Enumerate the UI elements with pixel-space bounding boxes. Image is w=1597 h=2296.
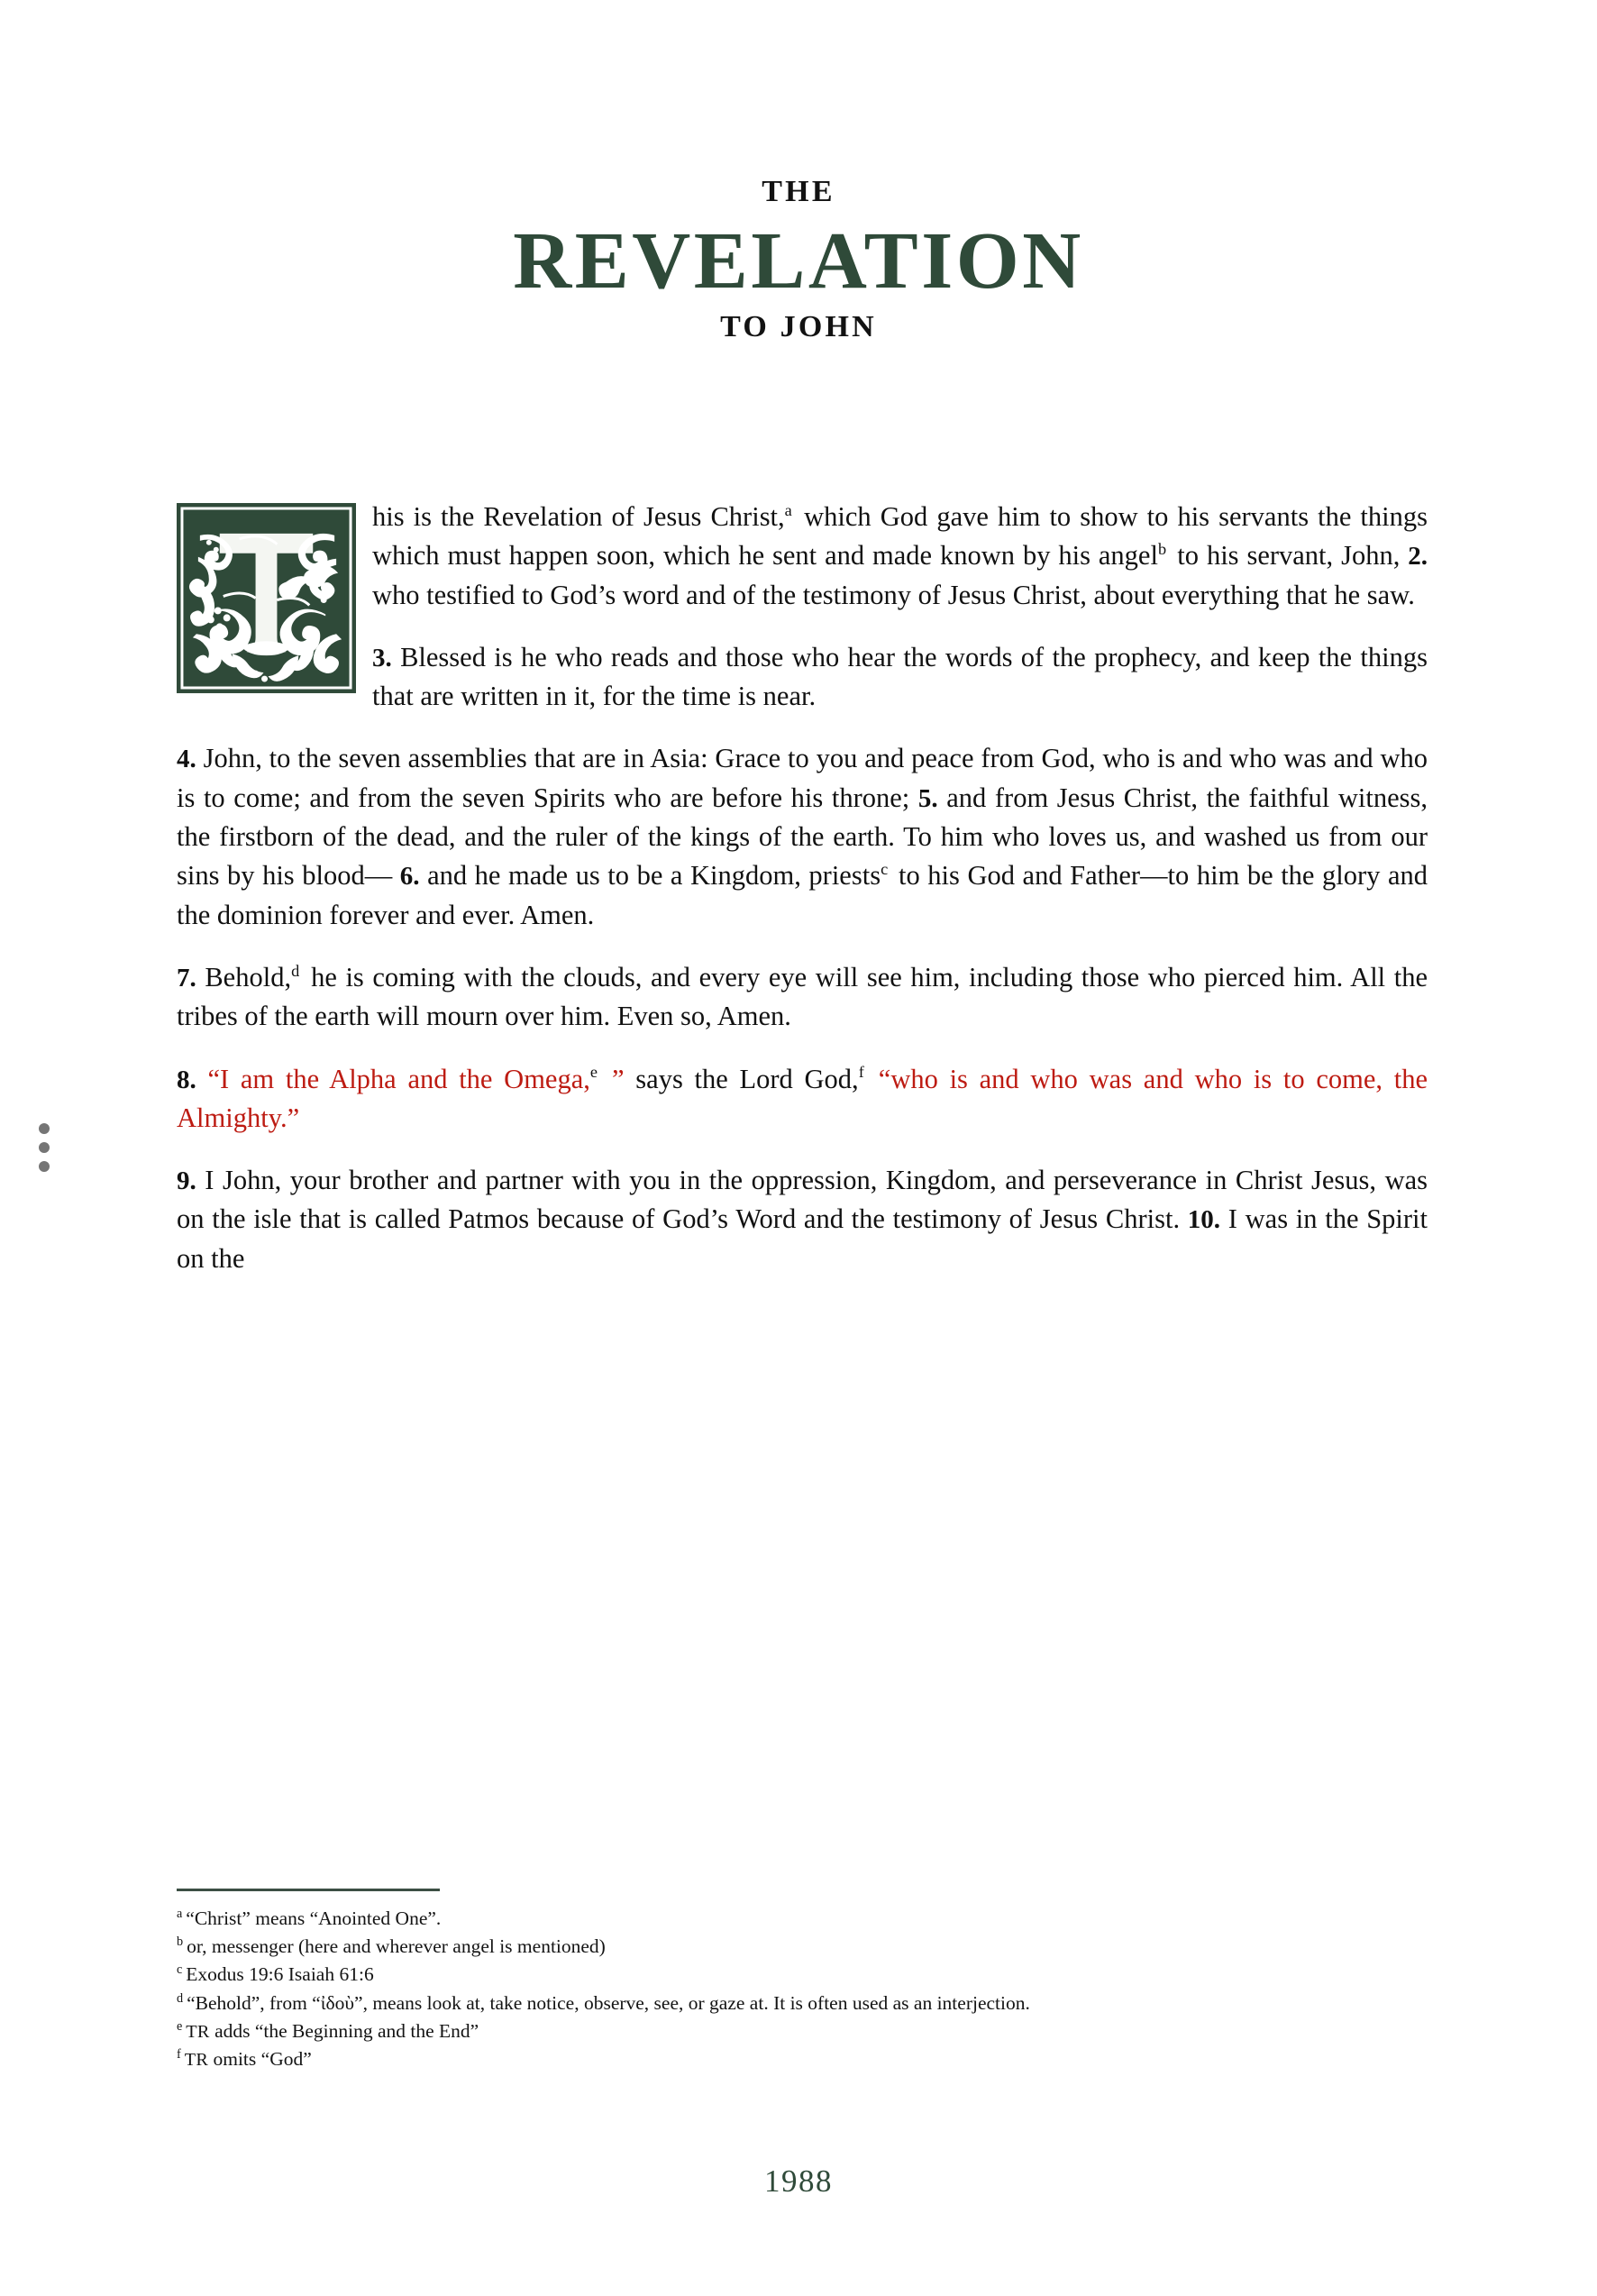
verse-number-6: 6.: [399, 862, 420, 892]
footnote-separator-rule: [177, 1889, 440, 1891]
verse-number-3: 3.: [372, 643, 392, 672]
footnote-marker-f[interactable]: f: [858, 1063, 864, 1082]
verse-paragraph-7: [177, 958, 1428, 1037]
verse-7-text-b: he is coming with the clouds, and every eye will see him, including those who pierced him. All the tribes of the earth will mourn over him. Even so, Amen.: [177, 961, 1428, 1032]
verse-6-text-b: to his God and Father—to him be the glory and the dominion forever and ever. Amen.: [177, 860, 1428, 930]
verse-8-red-text-2: ”: [600, 1063, 625, 1094]
verse-9-text: I John, your brother and partner with you in the oppression, Kingdom, and perseverance in Christ Jesus, was on the isle that is called Patmos because of God’s Word and the testimony of Jesus Christ.: [177, 1165, 1428, 1235]
page-title: REVELATION: [513, 216, 1084, 306]
heading-pre-title: THE: [762, 175, 835, 208]
footnote-marker-c[interactable]: c: [881, 860, 889, 879]
footnote-text-d: “Behold”, from “ἰδοὺ”, means look at, take notice, observe, see, or gaze at. It is often used as an interjection.: [187, 1991, 1030, 2014]
margin-dot-3: [39, 1161, 50, 1172]
footnotes-section: [177, 1889, 1428, 2075]
verse-8-red-text-3: “who is and who was and who is to come, the Almighty.”: [177, 1063, 1428, 1133]
footnote-marker-e[interactable]: e: [589, 1063, 598, 1082]
illuminated-initial-t-icon: [177, 503, 356, 693]
footnote-smallcaps-f: TR: [184, 2050, 209, 2071]
verse-number-10: 10.: [1187, 1205, 1221, 1235]
text-column: [177, 498, 1428, 1278]
verse-6-text-a: and he made us to be a Kingdom, priests: [419, 860, 881, 892]
footnote-marker-d[interactable]: d: [291, 961, 300, 980]
footnote-text-e: adds “the Beginning and the End”: [209, 2019, 479, 2042]
page-number: 1988: [764, 2163, 833, 2199]
verse-1-text-c: to his servant, John,: [1169, 540, 1409, 572]
footnote-item-d: [177, 1990, 1428, 2017]
verse-paragraph-1: [177, 498, 1428, 615]
verse-8-red-text-1: “I am the Alpha and the Omega,: [196, 1063, 590, 1094]
verse-paragraph-8: [177, 1060, 1428, 1139]
verse-number-7: 7.: [177, 963, 196, 992]
footnote-item-a: [177, 1906, 1428, 1932]
margin-options-handle[interactable]: [36, 1123, 52, 1172]
footnote-text-f: omits “God”: [208, 2048, 312, 2071]
verse-2-text: who testified to God’s word and of the testimony of Jesus Christ, about everything that he saw.: [372, 579, 1415, 610]
verse-paragraph-3: [177, 638, 1428, 717]
margin-dot-2: [39, 1142, 50, 1153]
heading-sub-title: TO JOHN: [720, 309, 877, 343]
footnote-item-f: [177, 2046, 1428, 2072]
verse-paragraph-9: [177, 1161, 1428, 1278]
verse-10-text: I was in the Spirit on the: [177, 1203, 1428, 1274]
footnote-text-b: or, messenger (here and wherever angel is mentioned): [187, 1935, 606, 1958]
verse-5-text: and from Jesus Christ, the faithful witness, the firstborn of the dead, and the ruler of the kings of the earth. To him who loves us, and washed us from our sins by his blood—: [177, 782, 1428, 892]
verse-number-4: 4.: [177, 745, 196, 774]
verse-number-8: 8.: [177, 1065, 196, 1094]
footnote-ref-d: d: [177, 1990, 184, 2006]
verse-7-text-a: Behold,: [196, 961, 292, 992]
footnote-ref-e: e: [177, 2018, 183, 2034]
footnote-smallcaps-e: TR: [186, 2021, 210, 2042]
footnote-marker-a[interactable]: a: [784, 500, 792, 519]
verse-paragraph-4: [177, 739, 1428, 934]
verse-1-text-b: which God gave him to show to his servants the things which must happen soon, which he sent and made known by his angel: [372, 501, 1428, 572]
book-heading: [0, 177, 1597, 343]
footnote-item-e: [177, 2018, 1428, 2044]
margin-dot-1: [39, 1123, 50, 1134]
footnote-text-c: Exodus 19:6 Isaiah 61:6: [186, 1963, 374, 1986]
verse-4-text: John, to the seven assemblies that are in Asia: Grace to you and peace from God, who is and who was and who is to come; and from the seven Spirits who are before his throne;: [177, 743, 1428, 813]
verse-number-5: 5.: [917, 783, 938, 813]
verse-1-text-a: his is the Revelation of Jesus Christ,: [372, 501, 785, 532]
footnote-ref-f: f: [177, 2047, 181, 2063]
footnote-text-a: “Christ” means “Anointed One”.: [186, 1907, 442, 1929]
footnote-ref-b: b: [177, 1935, 184, 1950]
verse-8-black-text: says the Lord God,: [624, 1063, 859, 1094]
verse-number-9: 9.: [177, 1166, 196, 1196]
footnote-ref-a: a: [177, 1906, 183, 1921]
verse-number-2: 2.: [1408, 542, 1428, 572]
footnote-item-b: [177, 1934, 1428, 1960]
footnote-marker-b[interactable]: b: [1157, 540, 1167, 559]
verse-3-text: Blessed is he who reads and those who hear the words of the prophecy, and keep the things that are written in it, for the time is near.: [372, 641, 1428, 712]
footnote-ref-c: c: [177, 1962, 183, 1978]
footnote-item-c: [177, 1962, 1428, 1988]
